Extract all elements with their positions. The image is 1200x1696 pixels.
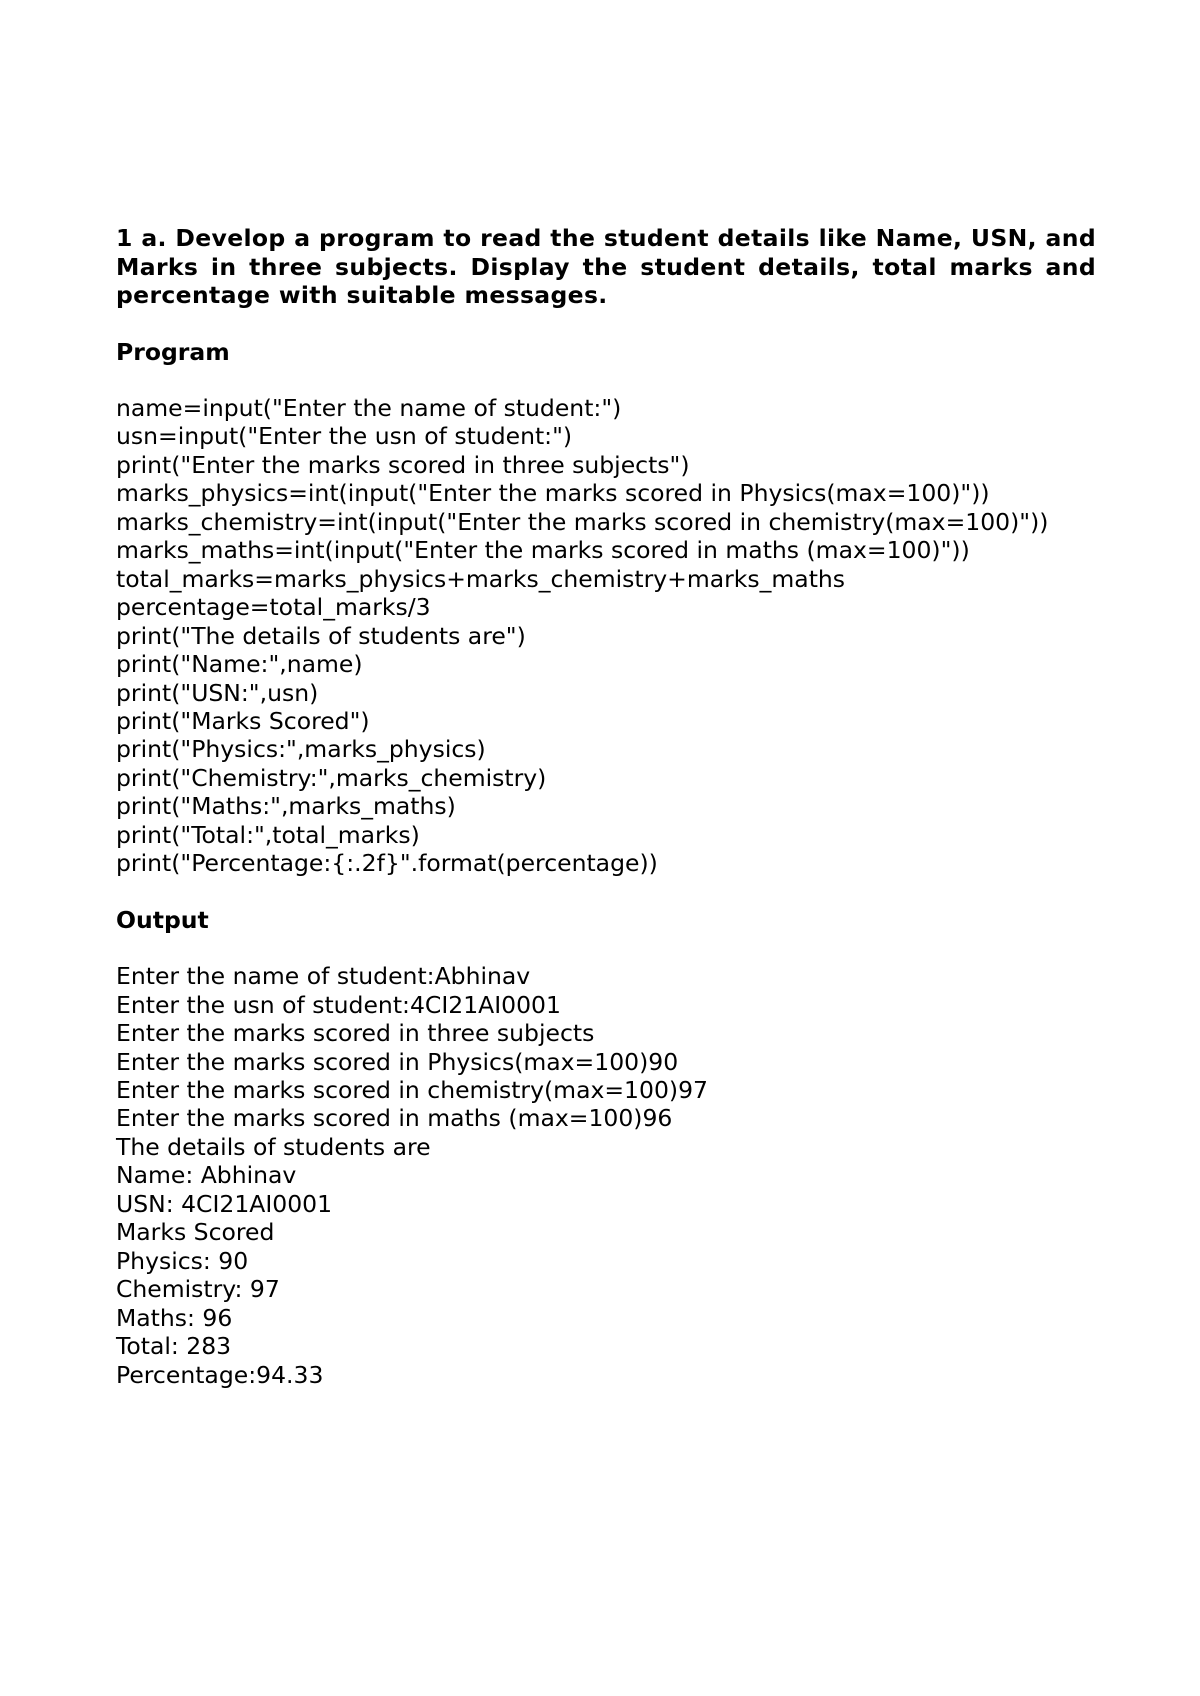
code-line: print("Marks Scored") (116, 706, 370, 735)
output-line: Percentage:94.33 (116, 1360, 324, 1389)
code-line: print("The details of students are") (116, 621, 526, 650)
output-line: Enter the marks scored in Physics(max=100)90 (116, 1047, 679, 1076)
code-line: percentage=total_marks/3 (116, 593, 431, 622)
code-line: marks_chemistry=int(input("Enter the marks scored in chemistry(max=100)")) (116, 507, 1049, 536)
code-line: print("Chemistry:",marks_chemistry) (116, 763, 547, 792)
output-block (116, 962, 1096, 1389)
code-line: print("Total:",total_marks) (116, 820, 420, 849)
code-line: marks_maths=int(input("Enter the marks scored in maths (max=100)")) (116, 536, 970, 565)
output-line: Physics: 90 (116, 1246, 249, 1275)
code-line: print("Name:",name) (116, 650, 363, 679)
output-heading: Output (116, 905, 209, 934)
code-line: print("Percentage:{:.2f}".format(percentage)) (116, 849, 658, 878)
code-line: print("Enter the marks scored in three subjects") (116, 450, 690, 479)
code-line: print("USN:",usn) (116, 678, 319, 707)
output-line: The details of students are (116, 1132, 431, 1161)
output-line: Total: 283 (116, 1332, 232, 1361)
output-line: Enter the marks scored in maths (max=100)96 (116, 1104, 673, 1133)
output-line: Enter the name of student:Abhinav (116, 962, 531, 991)
output-line: Enter the usn of student:4CI21AI0001 (116, 990, 561, 1019)
code-line: usn=input("Enter the usn of student:") (116, 422, 573, 451)
output-line: Chemistry: 97 (116, 1275, 280, 1304)
question-text: 1 a. Develop a program to read the student details like Name, USN, and Marks in three subjects. Display the student details, total marks and percentage with suitable messages. (116, 224, 1096, 309)
code-line: name=input("Enter the name of student:") (116, 394, 622, 422)
output-line: Marks Scored (116, 1218, 275, 1247)
code-line: print("Physics:",marks_physics) (116, 735, 486, 764)
output-line: USN: 4CI21AI0001 (116, 1189, 333, 1218)
output-line: Name: Abhinav (116, 1161, 297, 1190)
document-page (116, 224, 1096, 1389)
output-line: Enter the marks scored in chemistry(max=100)97 (116, 1076, 708, 1105)
program-heading: Program (116, 337, 230, 366)
output-line: Maths: 96 (116, 1303, 233, 1332)
code-line: total_marks=marks_physics+marks_chemistry+marks_maths (116, 564, 846, 593)
program-code-block (116, 394, 1096, 878)
code-line: marks_physics=int(input("Enter the marks scored in Physics(max=100)")) (116, 479, 990, 508)
code-line: print("Maths:",marks_maths) (116, 792, 456, 821)
output-line: Enter the marks scored in three subjects (116, 1019, 595, 1048)
